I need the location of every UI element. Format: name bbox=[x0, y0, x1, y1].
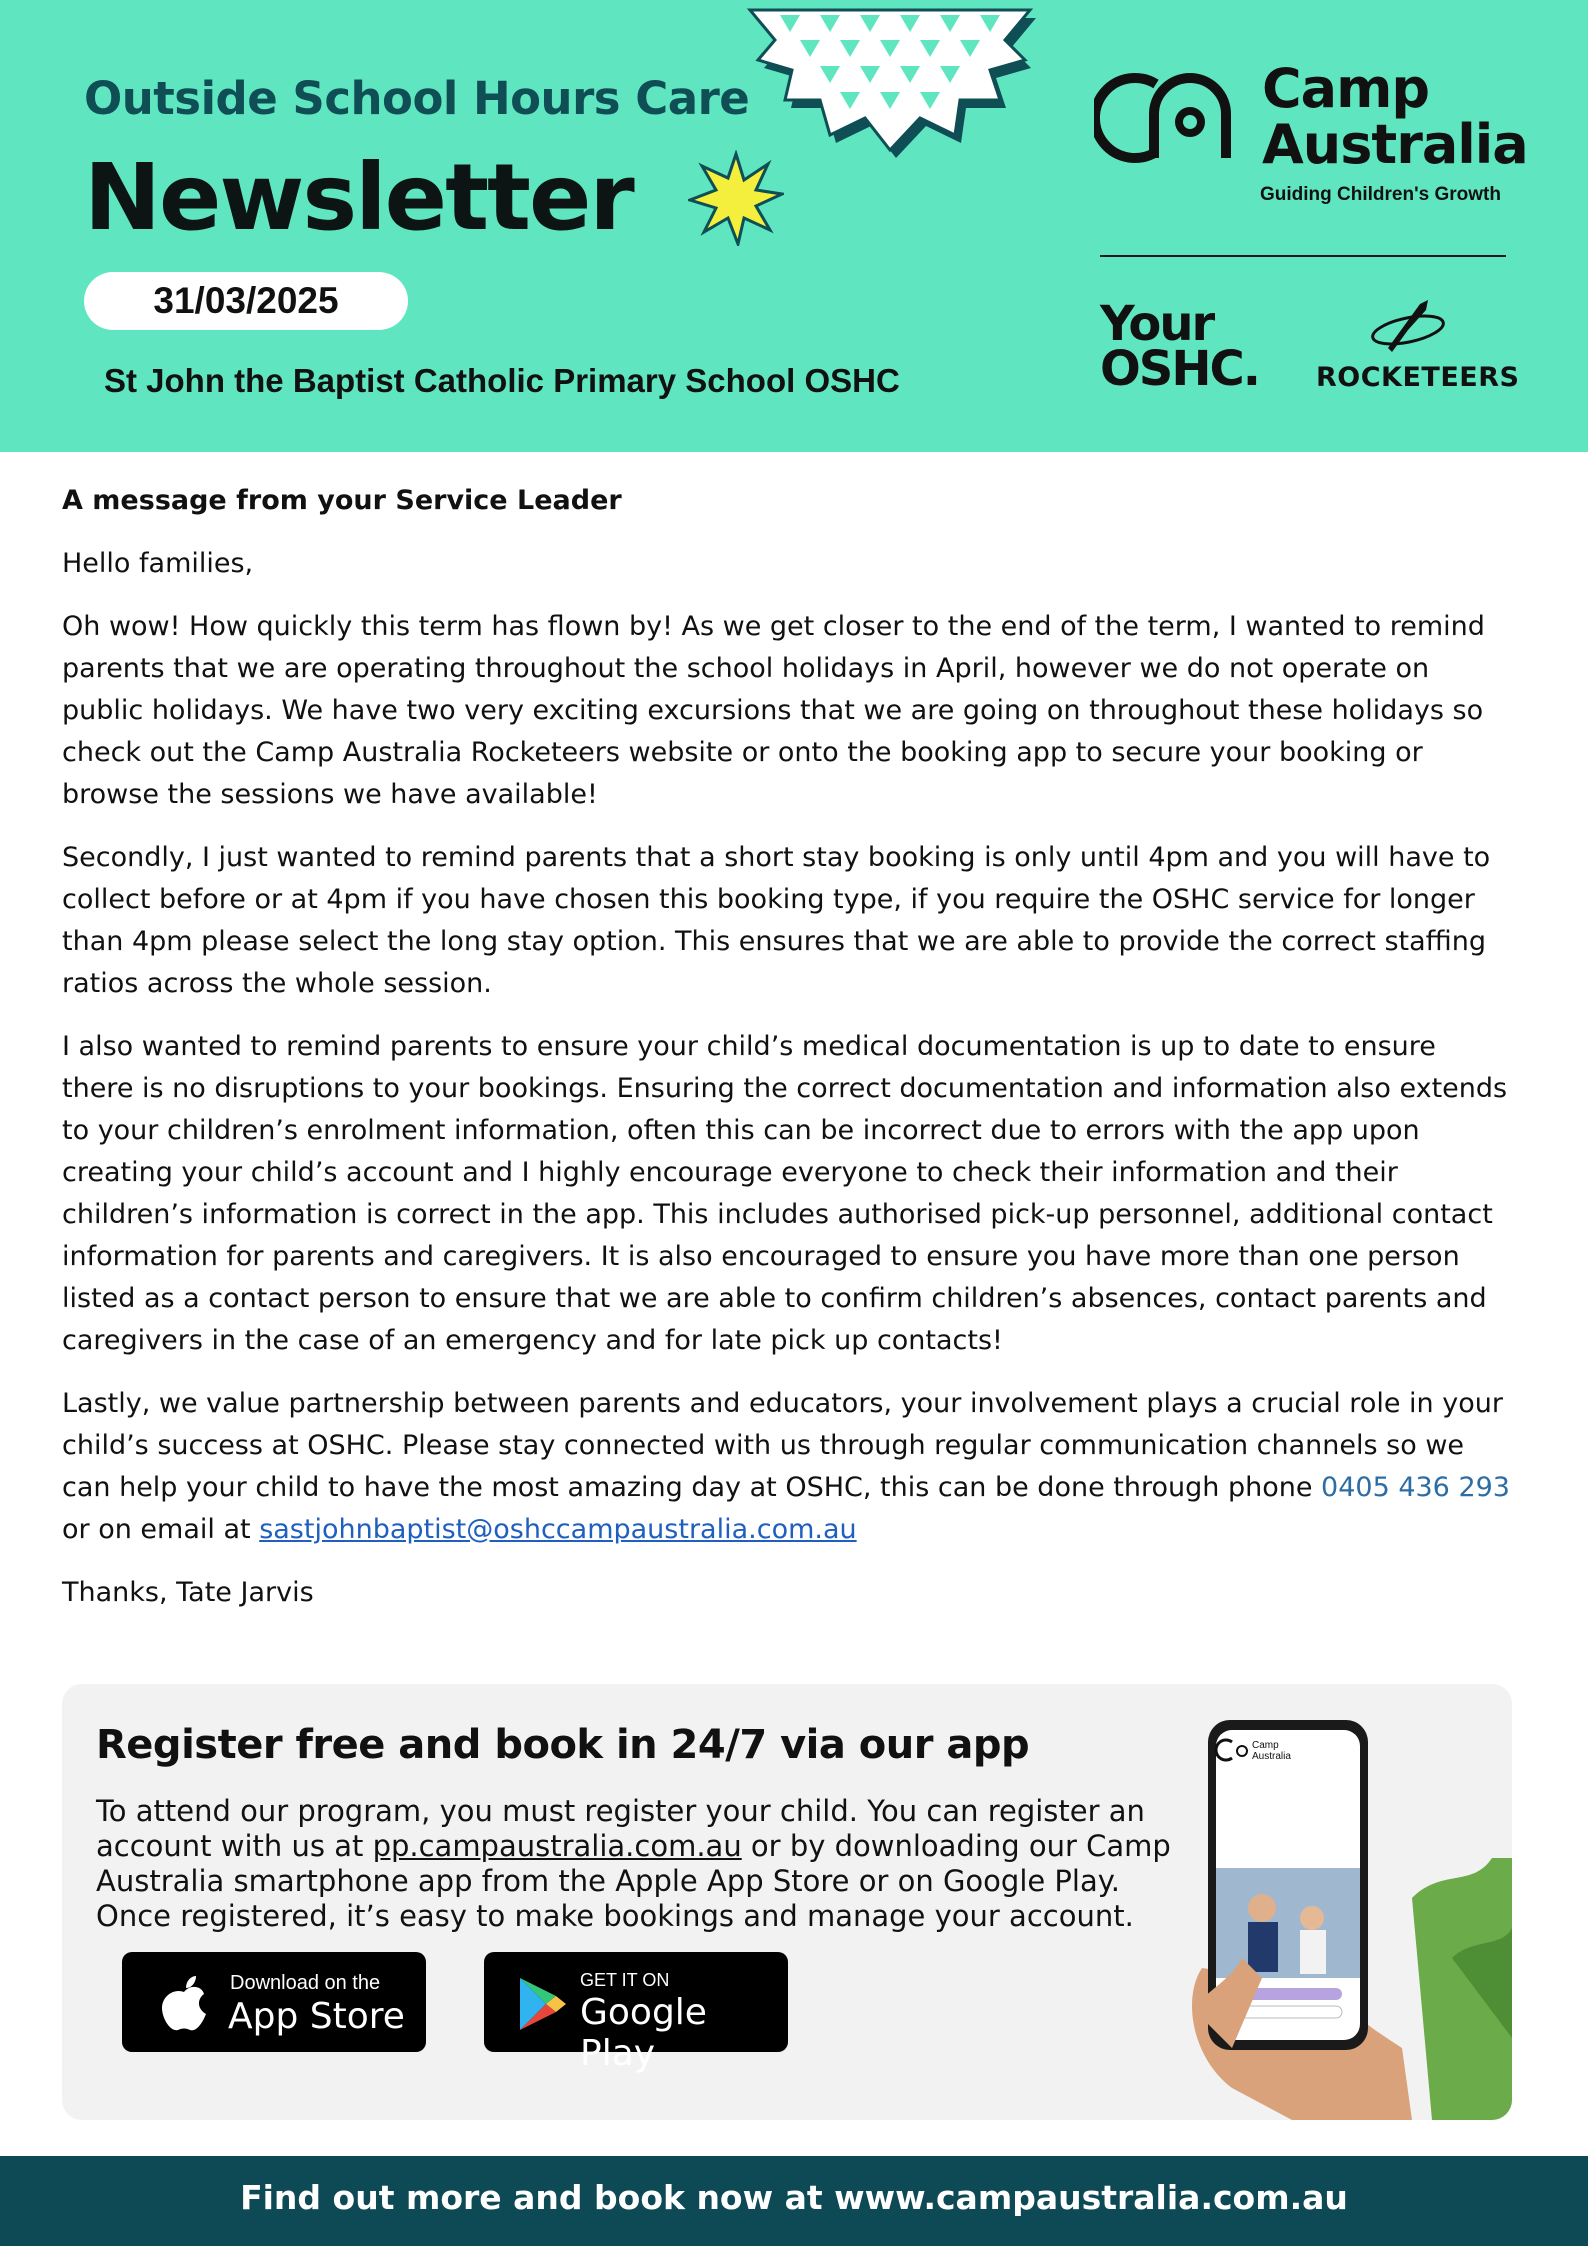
google-play-icon bbox=[516, 1976, 568, 2032]
signoff: Thanks, Tate Jarvis bbox=[62, 1577, 314, 1608]
greeting: Hello families, bbox=[62, 548, 254, 579]
rocketeers-logo: ROCKETEERS bbox=[1316, 362, 1520, 393]
phone-number-link[interactable]: 0405 436 293 bbox=[1321, 1472, 1510, 1503]
app-store-label: App Store bbox=[228, 1996, 405, 2037]
newsletter-header bbox=[0, 0, 1588, 452]
footer-banner bbox=[0, 2156, 1588, 2246]
header-tagline: Outside School Hours Care bbox=[84, 72, 750, 125]
message-body bbox=[62, 480, 1512, 1635]
footer-cta[interactable]: Find out more and book now at www.campaustralia.com.au bbox=[240, 2178, 1348, 2217]
paragraph-1: Oh wow! How quickly this term has flown by! As we get closer to the end of the term, I wanted to remind parents that we are operating throughout the school holidays in April, however we do not operate on public holidays. We have two very exciting excursions that we are going on throughout these holidays so check out the Camp Australia Rocketeers website or onto the booking app to secure your booking or browse the sessions we have available! bbox=[62, 611, 1485, 810]
google-play-label: Google Play bbox=[580, 1992, 707, 2074]
promo-text-post: or by downloading our Camp Australia smartphone app from the Apple App Store or on Google Play. Once registered, it’s easy to make bookings and manage your account. bbox=[96, 1829, 1171, 1933]
app-promo-panel bbox=[62, 1684, 1512, 2120]
google-play-button[interactable] bbox=[484, 1952, 788, 2074]
google-play-small-label: GET IT ON bbox=[580, 1970, 670, 1990]
sun-decoration-icon bbox=[688, 150, 784, 246]
apple-icon bbox=[156, 1974, 212, 2034]
brand-name-line1: Camp bbox=[1262, 57, 1429, 120]
phone-hand-illustration-icon bbox=[1172, 1718, 1512, 2120]
newsletter-title: Newsletter bbox=[84, 144, 633, 251]
date-badge: 31/03/2025 bbox=[84, 272, 408, 330]
paragraph-4-text-mid: or on email at bbox=[62, 1514, 260, 1545]
your-oshc-logo-line2: OSHC. bbox=[1100, 341, 1260, 397]
brand-name-line2: Australia bbox=[1262, 113, 1528, 176]
paragraph-4 bbox=[62, 1383, 1512, 1551]
your-oshc-logo-line1: Your bbox=[1100, 296, 1214, 352]
paragraph-2: Secondly, I just wanted to remind parents that a short stay booking is only until 4pm and you will have to collect before or at 4pm if you have chosen this booking type, if you require the OSHC service for longer than 4pm please select the long stay option. This ensures that we are able to provide the correct staffing ratios across the whole session. bbox=[62, 842, 1491, 999]
promo-text bbox=[96, 1794, 1196, 1934]
portal-link[interactable]: pp.campaustralia.com.au bbox=[372, 1829, 742, 1863]
promo-text-pre: To attend our program, you must register your child. You can register an account with us at bbox=[96, 1794, 1145, 1863]
paragraph-4-text: Lastly, we value partnership between parents and educators, your involvement plays a crucial role in your child’s success at OSHC. Please stay connected with us through regular communication channels so we can help your child to have the most amazing day at OSHC, this can be done through phone bbox=[62, 1388, 1503, 1503]
rocket-icon bbox=[1368, 296, 1448, 358]
starburst-decoration-icon bbox=[740, 0, 1040, 158]
app-store-small-label: Download on the bbox=[230, 1972, 381, 1994]
app-store-button[interactable] bbox=[122, 1952, 426, 2052]
brand-divider bbox=[1100, 255, 1506, 257]
message-heading: A message from your Service Leader bbox=[62, 485, 622, 516]
camp-australia-logo-icon bbox=[1094, 64, 1254, 172]
email-link[interactable]: sastjohnbaptist@oshccampaustralia.com.au bbox=[259, 1514, 857, 1545]
svg-text:Australia: Australia bbox=[1252, 1751, 1291, 1762]
school-name: St John the Baptist Catholic Primary School OSHC bbox=[104, 362, 900, 399]
promo-title: Register free and book in 24/7 via our app bbox=[96, 1722, 1030, 1768]
paragraph-3: I also wanted to remind parents to ensure your child’s medical documentation is up to date to ensure there is no disruptions to your bookings. Ensuring the correct documentation and information also extends to your children’s enrolment information, often this can be incorrect due to errors with the app upon creating your child’s account and I highly encourage everyone to check their information and their children’s information is correct in the app. This includes authorised pick-up personnel, additional contact information for parents and caregivers. It is also encouraged to ensure you have more than one person listed as a contact person to ensure that we are able to confirm children’s absences, contact parents and caregivers in the case of an emergency and for late pick up contacts! bbox=[62, 1031, 1508, 1356]
svg-text:Camp: Camp bbox=[1252, 1740, 1279, 1751]
brand-subtitle: Guiding Children's Growth bbox=[1260, 184, 1501, 205]
